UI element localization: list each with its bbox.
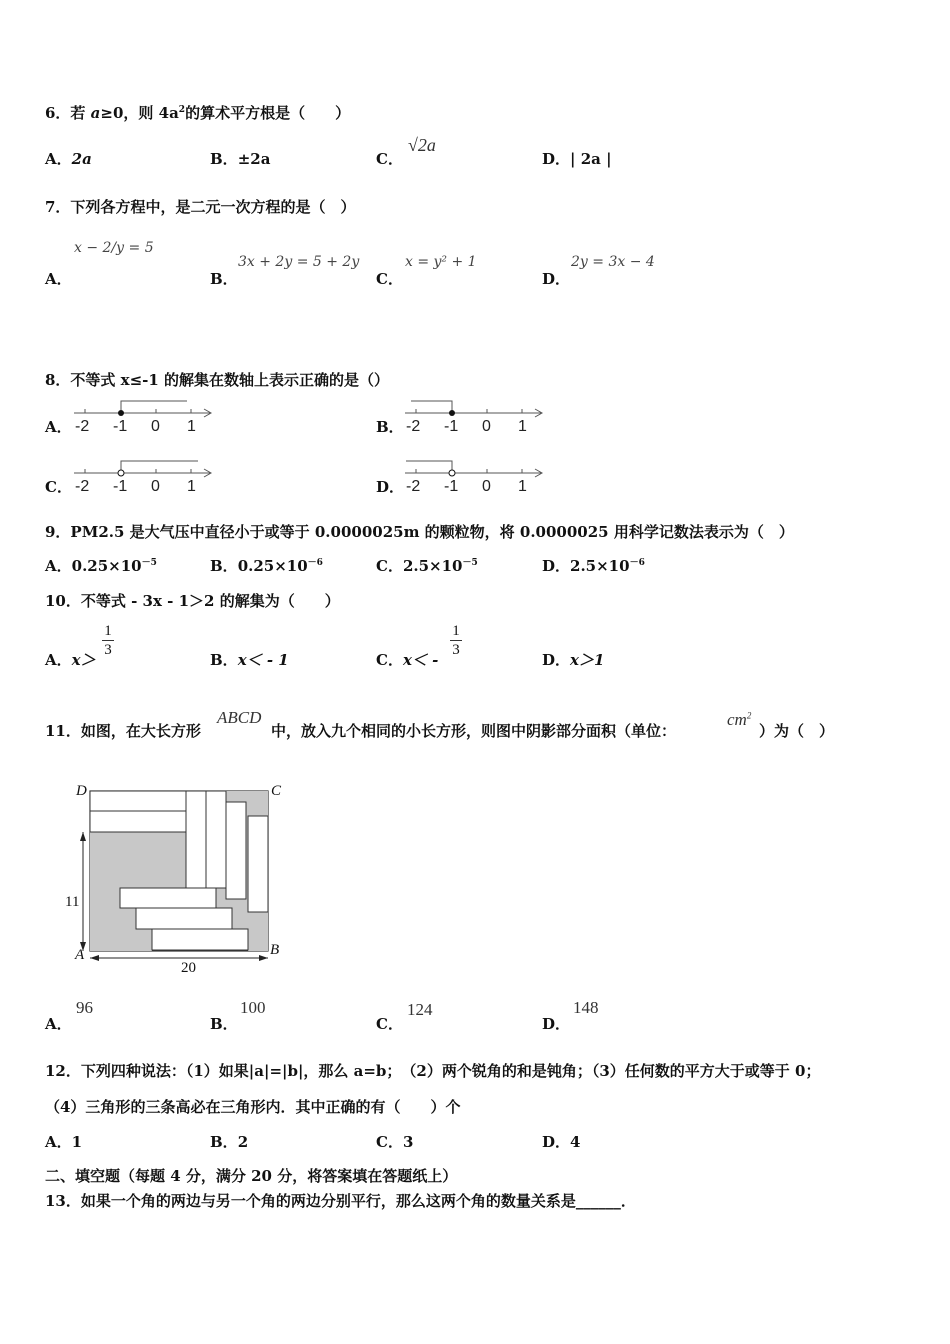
height-label: 11 (65, 894, 80, 910)
q11-option-a: A． (45, 1015, 72, 1033)
q11-option-b: B． (210, 1015, 238, 1033)
q12-option-b: B．2 (210, 1133, 249, 1151)
axis-label-a-neg2: -2 (75, 418, 90, 435)
axis-label-b-0: 0 (482, 418, 491, 435)
q10-option-c-fraction: $\frac{1}{3}$ (450, 622, 462, 659)
q11-option-d-value: 148 (573, 998, 599, 1017)
q7-option-a: A． (45, 270, 72, 288)
q7-option-d: D． (542, 270, 571, 288)
axis-label-b-neg2: -2 (406, 418, 421, 435)
axis-label-d-neg2: -2 (406, 478, 421, 495)
q8-option-b: B． (376, 418, 404, 436)
small-rect-9 (152, 929, 248, 950)
q11-option-b-value: 100 (240, 998, 266, 1017)
q9-stem: 9．PM2.5 是大气压中直径小于或等于 0.0000025m 的颗粒物，将 0.0000025 用科学记数法表示为（ ） (45, 523, 794, 541)
small-rect-6 (248, 816, 268, 912)
q7-option-b-value: 3x + 2y = 5 + 2y (238, 254, 360, 270)
q6-option-c: C． (376, 150, 403, 168)
q11-stem-a: 11．如图，在大长方形 (45, 722, 201, 740)
q10-option-a-fraction: $\frac{1}{3}$ (102, 622, 114, 659)
small-rect-7 (120, 888, 216, 908)
corner-label-d: D (76, 783, 87, 799)
q7-option-c-value: x = y² + 1 (405, 254, 477, 270)
q12-stem-line2: （4）三角形的三条高必在三角形内．其中正确的有（ ）个 (45, 1098, 461, 1116)
shaded-region-upper-left (90, 832, 186, 888)
q11-stem-c: ）为（ ） (759, 722, 835, 740)
q10-option-a: A．x＞ (45, 651, 96, 669)
axis-label-a-1: 1 (187, 418, 196, 435)
q6-option-c-value: √2a (408, 135, 436, 155)
q6-option-d: D．| 2a | (542, 150, 612, 168)
axis-label-c-1: 1 (187, 478, 196, 495)
corner-label-b: B (270, 942, 280, 958)
q12-option-d: D．4 (542, 1133, 581, 1151)
q7-option-a-value: x − 2/y = 5 (74, 240, 154, 256)
q7-option-c: C． (376, 270, 403, 288)
q7-option-d-value: 2y = 3x − 4 (571, 254, 655, 270)
axis-label-d-neg1: -1 (444, 478, 459, 495)
axis-label-b-neg1: -1 (444, 418, 459, 435)
axis-label-d-1: 1 (518, 478, 527, 495)
q12-stem-line1: 12．下列四种说法：（1）如果|a|=|b|，那么 a=b； （2）两个锐角的和是钝角；（3）任何数的平方大于或等于 0； (45, 1062, 821, 1080)
q10-option-d: D．x＞1 (542, 651, 605, 669)
q11-option-c: C． (376, 1015, 403, 1033)
q6-option-a: A．2a (45, 150, 92, 168)
q7-stem: 7．下列各方程中，是二元一次方程的是（ ） (45, 198, 356, 216)
q11-stem-b: 中，放入九个相同的小长方形，则图中阴影部分面积（单位： (271, 722, 677, 740)
axis-label-b-1: 1 (518, 418, 527, 435)
q8-option-a: A． (45, 418, 72, 436)
q9-option-c: C．$2.5\times 10^{-5}$ (376, 557, 478, 575)
q9-option-d: D．$2.5\times 10^{-6}$ (542, 557, 645, 575)
q6-option-b: B．±2a (210, 150, 271, 168)
q10-option-c: C．x＜ - (376, 651, 439, 669)
axis-label-c-neg1: -1 (113, 478, 128, 495)
q11-option-c-value: 124 (407, 1000, 433, 1019)
q11-figure (60, 780, 300, 980)
q6-stem: 6．若 a≥0，则 $4a^2$的算术平方根是（ ） (45, 104, 351, 122)
q10-option-b: B．x＜ - 1 (210, 651, 289, 669)
q8-number-line-c (70, 458, 220, 498)
axis-label-c-0: 0 (151, 478, 160, 495)
width-label: 20 (181, 960, 196, 976)
corner-label-a: A (75, 947, 85, 963)
corner-label-c: C (271, 783, 282, 799)
q11-rect-name: ABCD (217, 708, 262, 727)
axis-label-a-0: 0 (151, 418, 160, 435)
small-rect-5 (226, 802, 246, 899)
q8-stem: 8．不等式 x≤-1 的解集在数轴上表示正确的是（） (45, 371, 390, 389)
q7-option-b: B． (210, 270, 238, 288)
q8-number-line-d (401, 458, 551, 498)
section2-title: 二、填空题（每题 4 分，满分 20 分，将答案填在答题纸上） (45, 1167, 458, 1185)
small-rect-1 (90, 791, 186, 811)
small-rect-8 (136, 908, 232, 929)
q11-unit: $cm^2$ (727, 710, 752, 729)
q8-number-line-a (70, 398, 220, 438)
axis-label-d-0: 0 (482, 478, 491, 495)
q12-option-a: A．1 (45, 1133, 83, 1151)
q9-option-a: A．$0.25\times 10^{-5}$ (45, 557, 157, 575)
q10-stem: 10．不等式 - 3x - 1＞2 的解集为（ ） (45, 592, 340, 610)
q13-stem: 13．如果一个角的两边与另一个角的两边分别平行，那么这两个角的数量关系是______． (45, 1192, 636, 1210)
axis-label-c-neg2: -2 (75, 478, 90, 495)
small-rect-2 (90, 811, 186, 832)
q11-option-d: D． (542, 1015, 571, 1033)
q9-option-b: B．$0.25\times 10^{-6}$ (210, 557, 323, 575)
axis-label-a-neg1: -1 (113, 418, 128, 435)
q8-number-line-b (401, 398, 551, 438)
small-rect-4 (206, 791, 226, 888)
q12-option-c: C．3 (376, 1133, 414, 1151)
q11-option-a-value: 96 (76, 998, 93, 1017)
small-rect-3 (186, 791, 206, 888)
q8-option-c: C． (45, 478, 72, 496)
q8-option-d: D． (376, 478, 405, 496)
